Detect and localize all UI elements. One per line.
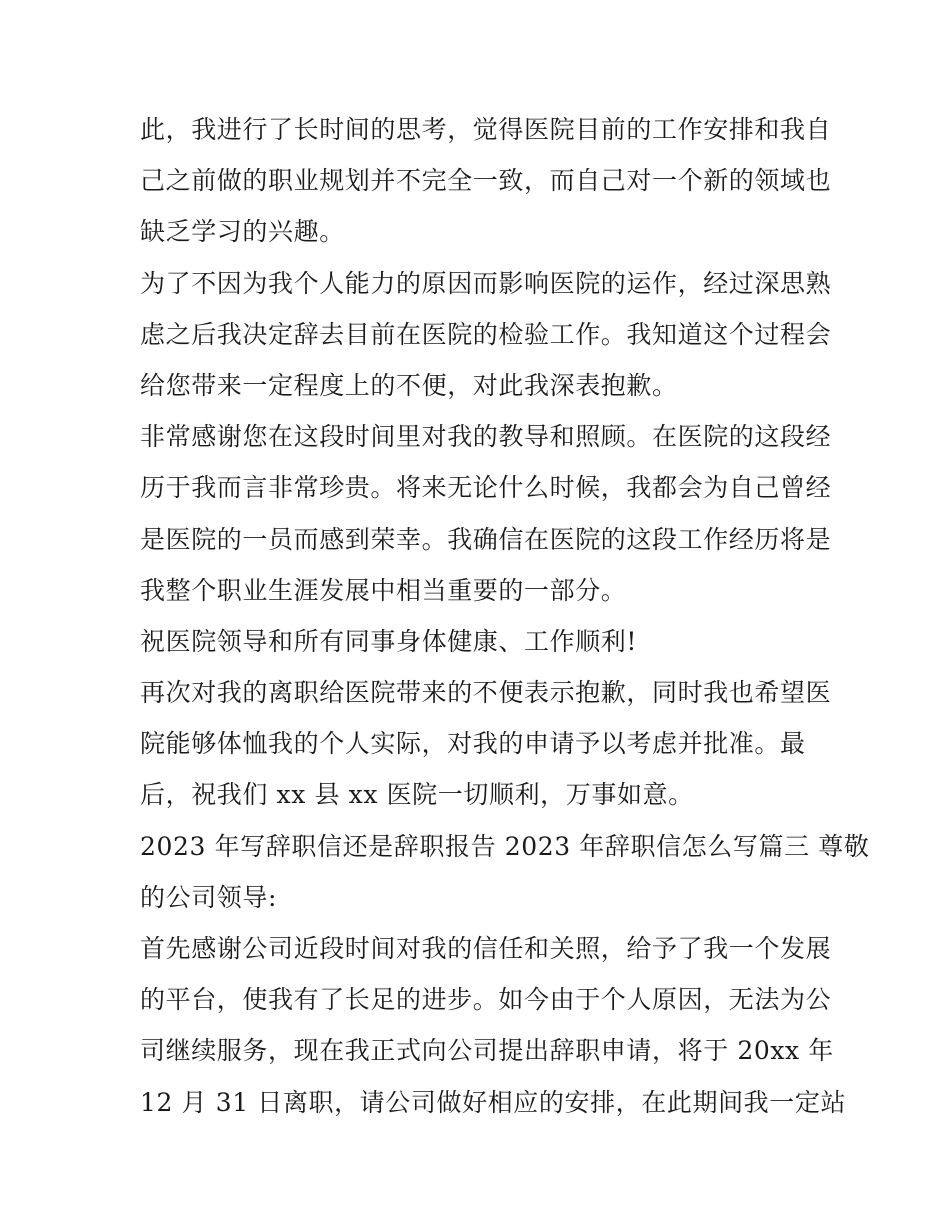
text-line: 首先感谢公司近段时间对我的信任和关照，给予了我一个发展: [140, 934, 832, 963]
text-line: 历于我而言非常珍贵。将来无论什么时候，我都会为自己曾经: [140, 473, 832, 503]
text-line: 2023 年写辞职信还是辞职报告 2023 年辞职信怎么写篇三 尊敬: [140, 831, 870, 861]
text-line: 的平台，使我有了长足的进步。如今由于个人原因，无法为公: [140, 985, 832, 1015]
text-line: 我整个职业生涯发展中相当重要的一部分。: [140, 575, 627, 605]
text-line: 是医院的一员而感到荣幸。我确信在医院的这段工作经历将是: [140, 524, 832, 554]
text-line: 此，我进行了长时间的思考，觉得医院目前的工作安排和我自: [140, 115, 832, 144]
text-line: 院能够体恤我的个人实际，对我的申请予以考虑并批准。最: [140, 729, 806, 759]
text-line: 司继续服务，现在我正式向公司提出辞职申请，将于 20xx 年: [140, 1036, 834, 1066]
text-line: 非常感谢您在这段时间里对我的教导和照顾。在医院的这段经: [140, 422, 832, 452]
text-line: 给您带来一定程度上的不便，对此我深表抱歉。: [140, 370, 678, 400]
text-line: 己之前做的职业规划并不完全一致，而自己对一个新的领域也: [140, 166, 832, 196]
text-line: 的公司领导:: [140, 882, 278, 912]
text-line: 再次对我的离职给医院带来的不便表示抱歉，同时我也希望医: [140, 678, 832, 708]
text-line: 为了不因为我个人能力的原因而影响医院的运作，经过深思熟: [140, 268, 832, 298]
text-line: 后，祝我们 xx 县 xx 医院一切顺利，万事如意。: [140, 780, 694, 810]
document-body: [140, 104, 870, 1128]
text-line: 虑之后我决定辞去目前在医院的检验工作。我知道这个过程会: [140, 319, 832, 349]
text-line: 祝医院领导和所有同事身体健康、工作顺利!: [140, 626, 638, 656]
text-line: 缺乏学习的兴趣。: [140, 217, 345, 247]
text-line: 12 月 31 日离职，请公司做好相应的安排，在此期间我一定站: [140, 1087, 847, 1117]
